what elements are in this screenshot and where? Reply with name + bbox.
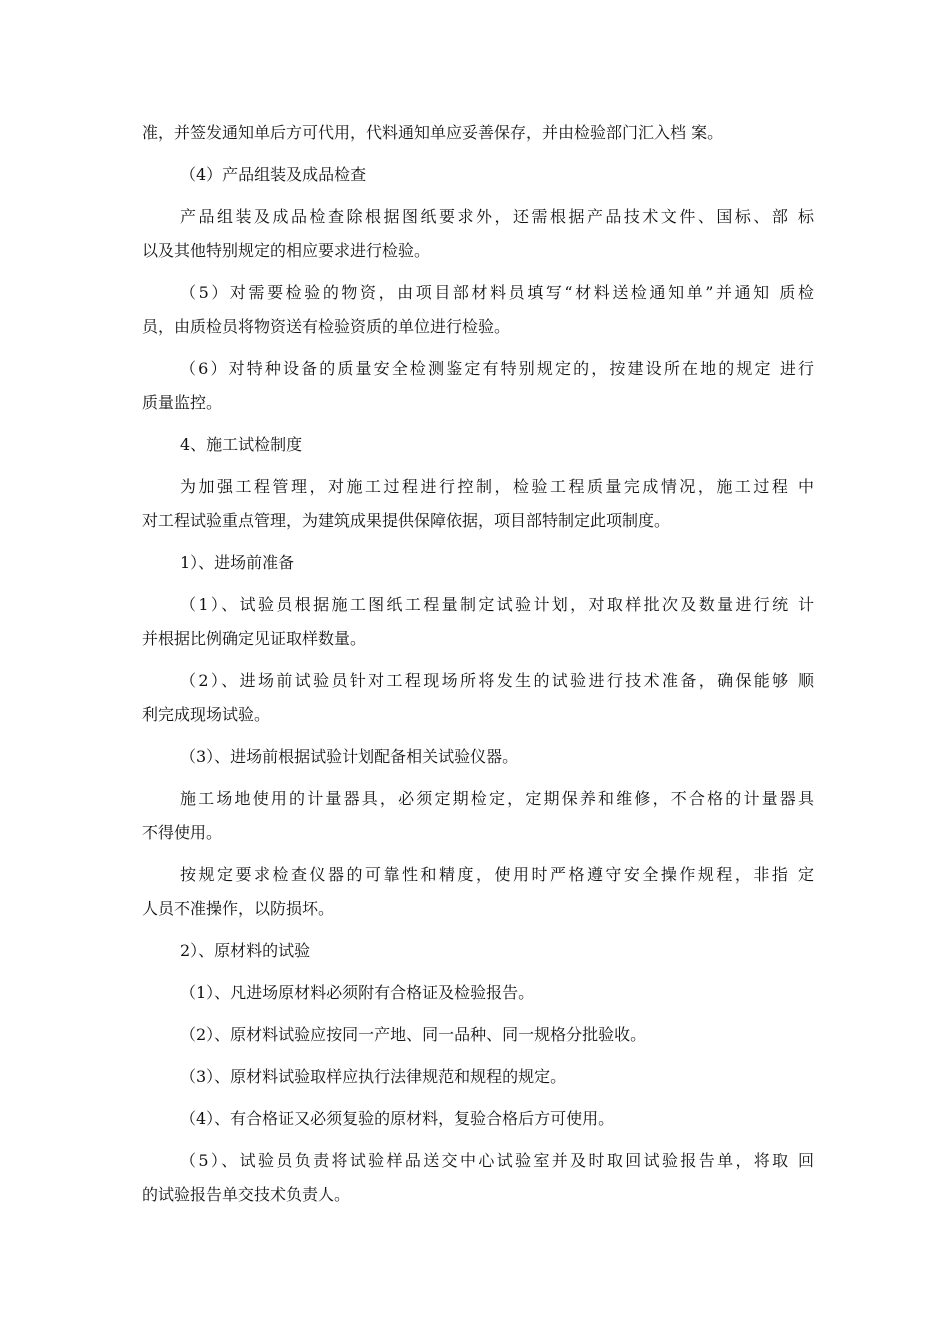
paragraph-gap xyxy=(142,656,814,664)
text-line: （4）产品组装及成品检查 xyxy=(180,165,367,184)
paragraph xyxy=(142,276,814,344)
paragraph xyxy=(142,588,814,656)
document-body xyxy=(142,116,814,1212)
text-line: 以及其他特别规定的相应要求进行检验。 xyxy=(142,241,431,260)
text-line: （3）、原材料试验取样应执行法律规范和规程的规定。 xyxy=(180,1067,567,1086)
paragraph xyxy=(142,1144,814,1212)
paragraph xyxy=(142,200,814,268)
paragraph-gap xyxy=(142,850,814,858)
paragraph xyxy=(142,352,814,420)
text-line: （1）、试验员根据施工图纸工程量制定试验计划，对取样批次及数量进行统 计 xyxy=(180,595,814,614)
text-line: 1）、进场前准备 xyxy=(180,553,295,572)
paragraph xyxy=(142,1060,814,1094)
paragraph-gap xyxy=(142,1010,814,1018)
paragraph xyxy=(142,546,814,580)
text-line: （6）对特种设备的质量安全检测鉴定有特别规定的，按建设所在地的规定 进行 xyxy=(180,359,814,378)
text-line: （3）、进场前根据试验计划配备相关试验仪器。 xyxy=(180,747,519,766)
paragraph-gap xyxy=(142,732,814,740)
paragraph xyxy=(142,428,814,462)
paragraph-gap xyxy=(142,268,814,276)
paragraph-gap xyxy=(142,1136,814,1144)
text-line: （5）、试验员负责将试验样品送交中心试验室并及时取回试验报告单，将取 回 xyxy=(180,1151,814,1170)
paragraph xyxy=(142,664,814,732)
paragraph-gap xyxy=(142,150,814,158)
text-line: （2）、原材料试验应按同一产地、同一品种、同一规格分批验收。 xyxy=(180,1025,647,1044)
paragraph-gap xyxy=(142,1052,814,1060)
text-line: 按规定要求检查仪器的可靠性和精度，使用时严格遵守安全操作规程，非指 定 xyxy=(180,865,814,884)
text-line: 2）、原材料的试验 xyxy=(180,941,311,960)
text-line: （5）对需要检验的物资，由项目部材料员填写“材料送检通知单”并通知 质检 xyxy=(180,283,814,302)
paragraph xyxy=(142,116,814,150)
paragraph xyxy=(142,976,814,1010)
text-line: （4）、有合格证又必须复验的原材料，复验合格后方可使用。 xyxy=(180,1109,615,1128)
paragraph-gap xyxy=(142,774,814,782)
paragraph-gap xyxy=(142,462,814,470)
text-line: （2）、进场前试验员针对工程现场所将发生的试验进行技术准备，确保能够 顺 xyxy=(180,671,814,690)
text-line: （1）、凡进场原材料必须附有合格证及检验报告。 xyxy=(180,983,535,1002)
text-line: 不得使用。 xyxy=(142,823,223,842)
text-line: 并根据比例确定见证取样数量。 xyxy=(142,629,367,648)
text-line: 准，并签发通知单后方可代用，代料通知单应妥善保存，并由检验部门汇入档 案。 xyxy=(142,123,724,142)
paragraph-gap xyxy=(142,580,814,588)
text-line: 施工场地使用的计量器具，必须定期检定，定期保养和维修，不合格的计量器具 xyxy=(180,789,814,808)
paragraph-gap xyxy=(142,968,814,976)
paragraph xyxy=(142,858,814,926)
paragraph-gap xyxy=(142,344,814,352)
text-line: 产品组装及成品检查除根据图纸要求外，还需根据产品技术文件、国标、部 标 xyxy=(180,207,814,226)
text-line: 员，由质检员将物资送有检验资质的单位进行检验。 xyxy=(142,317,511,336)
paragraph-gap xyxy=(142,926,814,934)
text-line: 对工程试验重点管理，为建筑成果提供保障依据，项目部特制定此项制度。 xyxy=(142,511,671,530)
text-line: 人员不准操作，以防损坏。 xyxy=(142,899,335,918)
paragraph xyxy=(142,782,814,850)
text-line: 为加强工程管理，对施工过程进行控制，检验工程质量完成情况，施工过程 中 xyxy=(180,477,814,496)
text-line: 质量监控。 xyxy=(142,393,223,412)
paragraph-gap xyxy=(142,1094,814,1102)
text-line: 利完成现场试验。 xyxy=(142,705,271,724)
paragraph-gap xyxy=(142,192,814,200)
paragraph xyxy=(142,158,814,192)
paragraph xyxy=(142,1018,814,1052)
paragraph xyxy=(142,934,814,968)
paragraph xyxy=(142,1102,814,1136)
text-line: 的试验报告单交技术负责人。 xyxy=(142,1185,351,1204)
paragraph-gap xyxy=(142,538,814,546)
paragraph-gap xyxy=(142,420,814,428)
paragraph xyxy=(142,470,814,538)
paragraph xyxy=(142,740,814,774)
text-line: 4、施工试检制度 xyxy=(180,435,303,454)
